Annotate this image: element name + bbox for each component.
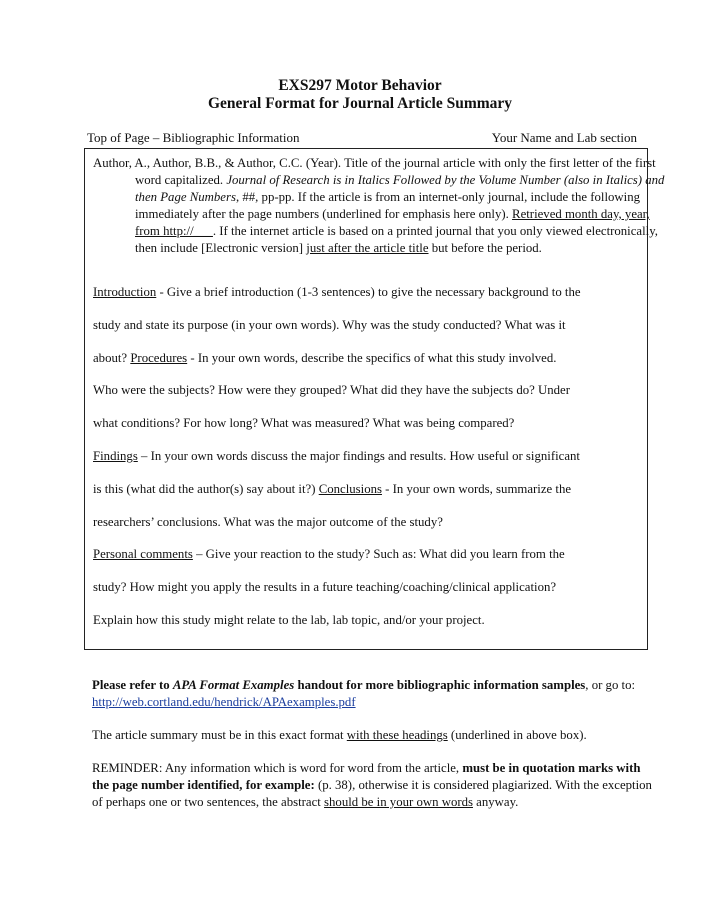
line-text: study? How might you apply the results in a future teaching/coaching/clinical application? — [93, 580, 557, 594]
format-note — [92, 727, 652, 744]
bib-text-3: . If the internet article is based on a printed journal that you only viewed electronically, then include [Electronic version] — [135, 224, 658, 255]
heading-introduction: Introduction — [93, 285, 157, 299]
body-line — [93, 351, 556, 366]
bib-retrieved: Retrieved month day, year, from http://___ — [135, 207, 650, 238]
line-text: researchers’ conclusions. What was the major outcome of the study? — [93, 515, 443, 529]
body-line — [93, 318, 566, 333]
line-text: is this (what did the author(s) say about it?) — [93, 482, 319, 496]
body-line — [93, 547, 565, 562]
note-text: anyway. — [472, 795, 519, 809]
body-line — [93, 580, 556, 595]
document-title: General Format for Journal Article Summary — [207, 95, 513, 112]
bib-after-title: just after the article title — [306, 241, 429, 255]
note-text: Please refer to — [92, 678, 173, 692]
line-text: Explain how this study might relate to the lab, lab topic, and/or your project. — [93, 613, 485, 627]
reminder-note — [92, 760, 652, 811]
bib-text-2: , ##, pp-pp. If the article is from an internet-only journal, include the following immediately after the page numbers (underlined for emphasis here only). — [135, 190, 641, 221]
note-underlined: with these headings — [346, 728, 448, 742]
top-of-page-label: Top of Page – Bibliographic Information — [87, 130, 300, 145]
apa-examples-title: APA Format Examples — [172, 678, 295, 692]
line-text: – In your own words discuss the major findings and results. How useful or significant — [137, 449, 580, 463]
refer-note — [92, 677, 652, 711]
bib-italic-journal: Journal of Research is in Italics Followed by the Volume Number (also in Italics) and then Page Numbers — [135, 173, 665, 204]
note-text: , or go to: — [585, 678, 636, 692]
body-line — [93, 449, 580, 464]
note-text: REMINDER: Any information which is word for word from the article, — [92, 761, 463, 775]
note-text: The article summary must be in this exact format — [92, 728, 347, 742]
body-line — [93, 613, 485, 628]
name-lab-section-label: Your Name and Lab section — [491, 130, 637, 145]
heading-procedures: Procedures — [130, 351, 188, 365]
body-line — [93, 383, 570, 398]
body-line — [93, 416, 514, 431]
line-text: study and state its purpose (in your own words). Why was the study conducted? What was it — [93, 318, 566, 332]
bib-text-4: but before the period. — [428, 241, 542, 255]
line-text: - In your own words, describe the specifics of what this study involved. — [187, 351, 557, 365]
heading-findings: Findings — [93, 449, 138, 463]
course-title: EXS297 Motor Behavior — [278, 77, 442, 94]
summary-format-box — [84, 148, 665, 650]
note-underlined: should be in your own words — [324, 795, 473, 809]
line-text: what conditions? For how long? What was measured? What was being compared? — [93, 416, 515, 430]
bib-text-1: Author, A., Author, B.B., & Author, C.C. (Year). Title of the journal article with only the first letter of the first word capitalized. — [93, 156, 656, 187]
line-text: - Give a brief introduction (1-3 sentences) to give the necessary background to the — [156, 285, 581, 299]
line-text: about? — [93, 351, 131, 365]
note-text: handout for more bibliographic information samples — [294, 678, 586, 692]
note-text: (p. 38), otherwise it is considered plagiarized. With the exception of perhaps one or two sentences, the abstract — [92, 778, 652, 809]
body-line — [93, 515, 443, 530]
heading-personal-comments: Personal comments — [93, 547, 193, 561]
note-text: (underlined in above box). — [447, 728, 587, 742]
heading-conclusions: Conclusions — [318, 482, 382, 496]
apa-examples-link[interactable]: http://web.cortland.edu/hendrick/APAexamples.pdf — [92, 695, 356, 709]
note-bold: must be in quotation marks with the page number identified, for example: — [92, 761, 641, 792]
line-text: - In your own words, summarize the — [381, 482, 572, 496]
bibliographic-entry — [93, 155, 675, 257]
line-text: Who were the subjects? How were they grouped? What did they have the subjects do? Under — [93, 383, 570, 397]
body-line — [93, 285, 581, 300]
body-line — [93, 482, 571, 497]
line-text: – Give your reaction to the study? Such as: What did you learn from the — [192, 547, 565, 561]
